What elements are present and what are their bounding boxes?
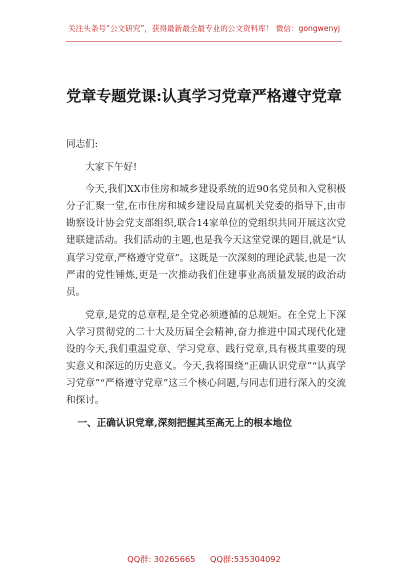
footer: [0, 554, 408, 565]
paragraph-1: 今天,我们XX市住房和城乡建设系统的近90名党员和入党积极分子汇聚一堂,在市住房和城乡建设局直属机关党委的指导下,由市勘察设计协会党支部组织,联合14家单位的党组织共同开展这次党建联建活动。我们活动的主题,也是我今天这堂党课的题目,就是“认真学习党章,严格遵守党章”。这既是一次深刻的理论武装,也是一次严肃的党性锤炼,更是一次推动我们住建事业高质量发展的政治动员。: [66, 184, 346, 298]
document-body: [66, 136, 346, 433]
document-title: 党章专题党课:认真学习党章严格遵守党章: [66, 87, 342, 105]
footer-qq-group-1: QQ群: 30265665: [127, 554, 196, 564]
salutation: 同志们:: [66, 139, 99, 150]
header-banner: 关注头条号“公文研究”，获得最新最全最专业的公文资料库！ 微信：gongwenyj: [68, 24, 340, 33]
greeting: 大家下午好!: [85, 162, 138, 174]
footer-qq-group-2: QQ群:535304092: [210, 554, 281, 564]
header-divider: [66, 41, 342, 42]
paragraph-2: 党章,是党的总章程,是全党必须遵循的总规矩。在全党上下深入学习贯彻党的二十大及历届全会精神,奋力推进中国式现代化建设的今天,我们重温党章、学习党章、践行党章,具有极其重要的现实意义和深远的历史意义。今天,我将围绕“正确认识党章”“认真学习党章”“严格遵守党章”这三个核心问题,与同志们进行深入的交流和探讨。: [66, 309, 346, 407]
section-heading-1: 一、正确认识党章,深刻把握其至高无上的根本地位: [77, 418, 292, 430]
